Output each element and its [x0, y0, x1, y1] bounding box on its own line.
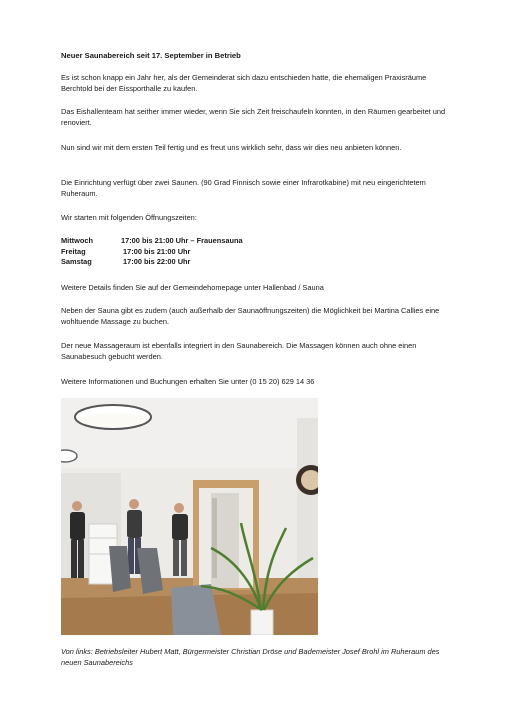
hours-day: Mittwoch	[61, 236, 94, 245]
hours-row	[61, 257, 243, 268]
hours-time: 17:00 bis 21:00 Uhr	[121, 246, 191, 256]
hours-row	[61, 247, 243, 258]
paragraph-1: Es ist schon knapp ein Jahr her, als der Gemeinderat sich dazu entschieden hatte, die ehemaligen Praxisräume Berchtold bei der Eissporthalle zu kaufen.	[61, 73, 427, 94]
paragraph-9: Weitere Informationen und Buchungen erhalten Sie unter (0 15 20) 629 14 36	[61, 377, 315, 386]
hours-row	[61, 236, 243, 247]
hours-day: Samstag	[61, 257, 92, 267]
hours-day: Freitag	[61, 246, 86, 256]
paragraph-7: Neben der Sauna gibt es zudem (auch außerhalb der Saunaöffnungszeiten) die Möglichkeit bei Martina Callies eine wohltuende Massage zu buchen.	[61, 306, 440, 327]
article-title: Neuer Saunabereich seit 17. September in Betrieb	[61, 51, 241, 60]
paragraph-8: Der neue Massageraum ist ebenfalls integriert in den Saunabereich. Die Massagen können auch ohne einen Saunabesuch gebucht werden.	[61, 341, 417, 362]
paragraph-4: Die Einrichtung verfügt über zwei Saunen. (90 Grad Finnisch sowie einer Infrarotkabine) mit neu eingerichtetem Ruheraum.	[61, 178, 426, 199]
hours-time: 17:00 bis 21:00 Uhr – Frauensauna	[121, 236, 243, 245]
paragraph-2: Das Eishallenteam hat seither immer wieder, wenn Sie sich Zeit freischaufeln konnten, in den Räumen gearbeitet und renoviert.	[61, 107, 446, 128]
photo-caption: Von links: Betriebsleiter Hubert Matt, Bürgermeister Christian Dröse und Bademeister Josef Brohl im Ruheraum des neuen Saunabereichs	[61, 647, 440, 668]
paragraph-5: Wir starten mit folgenden Öffnungszeiten:	[61, 213, 197, 222]
opening-hours	[61, 236, 243, 268]
hours-time: 17:00 bis 22:00 Uhr	[121, 257, 191, 267]
sauna-rest-room-photo	[61, 398, 318, 635]
paragraph-6: Weitere Details finden Sie auf der Gemeindehomepage unter Hallenbad / Sauna	[61, 283, 324, 292]
paragraph-3: Nun sind wir mit dem ersten Teil fertig und es freut uns wirklich sehr, dass wir dies neu anbieten können.	[61, 143, 402, 152]
